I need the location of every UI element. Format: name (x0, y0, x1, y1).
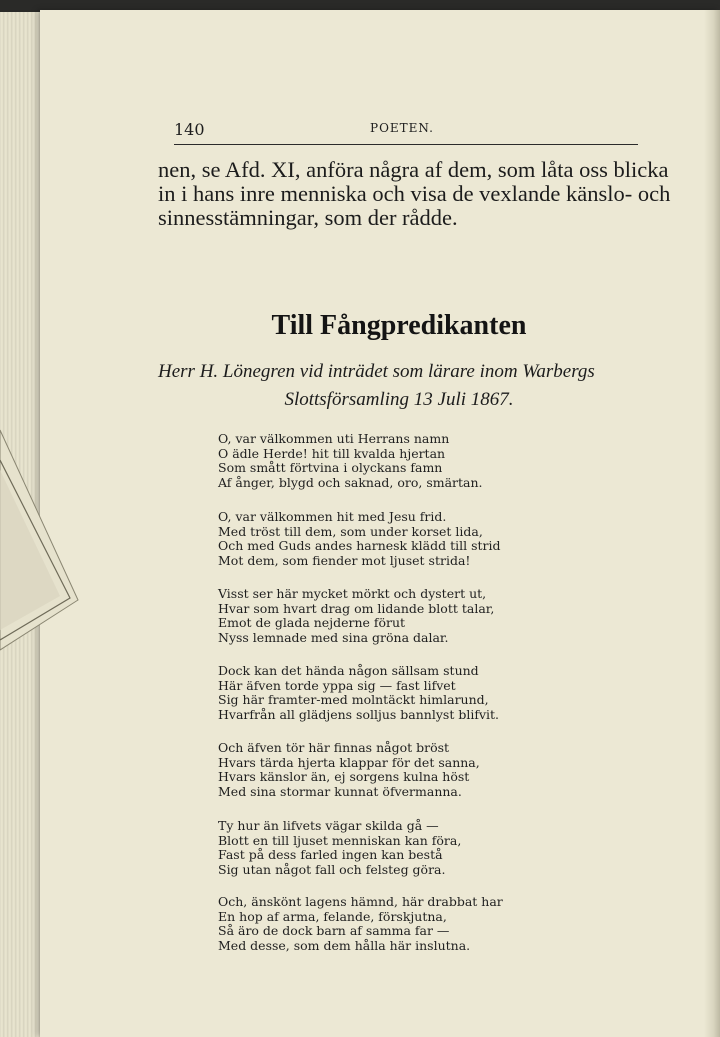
verse-line: Mot dem, som fiender mot ljuset strida! (218, 552, 471, 568)
page-gutter-shadow (704, 10, 720, 1037)
verse-line: Som smått förtvina i olyckans famn (218, 460, 443, 475)
verse-line: Visst ser här mycket mörkt och dystert ut, (218, 586, 487, 601)
verse-line: O ädle Herde! hit till kvalda hjertan (218, 445, 446, 461)
verse-line: Sig här framter-med molntäckt himlarund, (218, 692, 489, 707)
poem-dedication (158, 358, 640, 414)
verse-line: Dock kan det hända någon sällsam stund (218, 663, 479, 678)
verse-line: Här äfven torde yppa sig — fast lifvet (218, 677, 456, 693)
verse-line: Med tröst till dem, som under korset lida, (218, 523, 483, 539)
verse-line: Hvarfrån all glädjens solljus bannlyst blifvit. (218, 706, 500, 722)
verse-line: Ty hur än lifvets vägar skilda gå — (218, 818, 439, 833)
verse-line: Så äro de dock barn af samma far — (218, 923, 450, 938)
running-head: POETEN. (370, 121, 434, 135)
verse-line: En hop af arma, felande, förskjutna, (218, 908, 447, 924)
intro-line: in i hans inre menniska och visa de vexlande känslo- och (158, 181, 671, 206)
stanza-7 (218, 895, 548, 953)
verse-line: Med desse, som dem hålla här inslutna. (218, 937, 471, 953)
verse-line: Med sina stormar kunnat öfvermanna. (218, 783, 462, 799)
intro-line: nen, se Afd. XI, anföra några af dem, som låta oss blicka (158, 157, 669, 182)
stanza-5 (218, 741, 548, 799)
verse-line: Blott en till ljuset menniskan kan föra, (218, 832, 462, 848)
verse-line: Af ånger, blygd och saknad, oro, smärtan. (218, 474, 483, 490)
stanza-1 (218, 432, 548, 490)
stanza-6 (218, 819, 548, 877)
dedication-line: Slottsförsamling 13 Juli 1867. (284, 389, 514, 410)
verse-line: O, var välkommen hit med Jesu frid. (218, 509, 447, 524)
page-number: 140 (174, 120, 205, 139)
verse-line: Och med Guds andes harnesk klädd till strid (218, 538, 501, 553)
verse-line: Och, änskönt lagens hämnd, här drabbat har (218, 894, 503, 909)
verse-line: Nyss lemnade med sina gröna dalar. (218, 629, 449, 645)
verse-line: Hvars känslor än, ej sorgens kulna höst (218, 769, 470, 784)
stanza-3 (218, 587, 548, 645)
verse-line: Hvar som hvart drag om lidande blott talar, (218, 600, 495, 616)
poem-title: Till Fångpredikanten (271, 310, 527, 341)
stanza-4 (218, 664, 548, 722)
page-header (174, 118, 638, 145)
intro-line: sinnesstämningar, som der rådde. (158, 205, 458, 230)
verse-line: Emot de glada nejderne förut (218, 615, 406, 630)
verse-line: Sig utan något fall och felsteg göra. (218, 861, 446, 877)
dedication-line: Herr H. Lönegren vid inträdet som lärare inom Warbergs (158, 361, 595, 382)
stanza-2 (218, 510, 548, 568)
intro-paragraph (158, 157, 671, 230)
verse-line: Fast på dess farled ingen kan bestå (218, 847, 443, 862)
verse-line: Hvars tärda hjerta klappar för det sanna, (218, 754, 480, 770)
verse-line: O, var välkommen uti Herrans namn (218, 431, 450, 446)
verse-line: Och äfven tör här finnas något bröst (218, 740, 450, 755)
